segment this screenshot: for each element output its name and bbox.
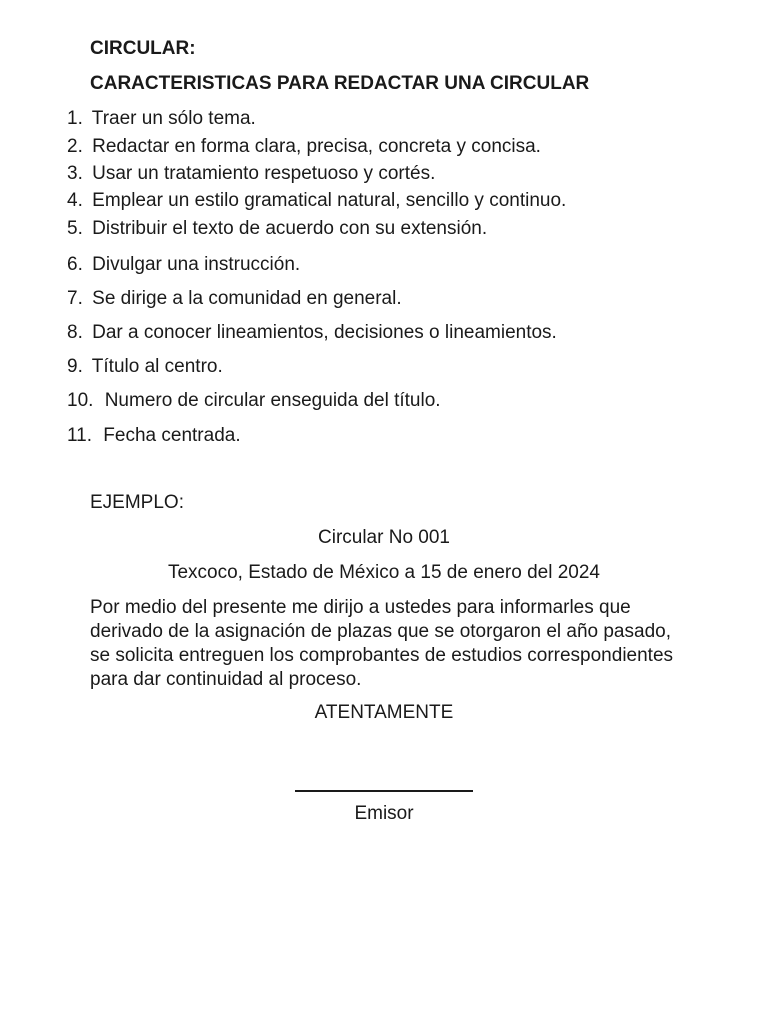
list-item-text: Fecha centrada. [103,425,241,446]
list-item [67,322,557,344]
list-item-number: 2. [67,136,83,157]
circular-body: Por medio del presente me dirijo a ustedes para informarles que derivado de la asignación de plazas que se otorgaron el año pasado, se solicita entreguen los comprobantes de estudios correspondientes para dar continuidad al proceso. [90,597,674,690]
document-subtitle: CARACTERISTICAS PARA REDACTAR UNA CIRCULAR [90,73,590,94]
list-item-text: Dar a conocer lineamientos, decisiones o lineamientos. [92,322,557,343]
list-item-text: Distribuir el texto de acuerdo con su extensión. [92,218,488,239]
list-item [67,425,241,447]
list-item [67,190,566,212]
list-item-text: Título al centro. [91,356,223,377]
list-item-number: 3. [67,163,83,184]
list-item [67,108,256,130]
list-item-number: 5. [67,218,83,239]
list-item-text: Usar un tratamiento respetuoso y cortés. [92,163,436,184]
circular-number: Circular No 001 [318,527,450,548]
list-item-text: Numero de circular enseguida del título. [104,390,441,411]
list-item [67,356,223,378]
list-item-text: Traer un sólo tema. [91,108,256,129]
list-item-number: 7. [67,288,83,309]
closing: ATENTAMENTE [314,702,454,723]
list-item [67,288,402,310]
document-title: CIRCULAR: [90,38,196,59]
list-item-number: 10. [67,390,94,411]
list-item [67,218,487,240]
list-item-text: Divulgar una instrucción. [92,254,301,275]
list-item-text: Redactar en forma clara, precisa, concreta y concisa. [92,136,541,157]
list-item-number: 9. [67,356,83,377]
place-date: Texcoco, Estado de México a 15 de enero del 2024 [167,562,600,583]
list-item [67,390,441,412]
list-item-number: 1. [67,108,83,129]
list-item-number: 4. [67,190,83,211]
list-item [67,163,435,185]
list-item-number: 8. [67,322,83,343]
list-item-number: 6. [67,254,83,275]
list-item-number: 11. [67,425,93,446]
signer-name: Emisor [354,803,414,824]
list-item [67,136,541,158]
signature-line [295,790,473,792]
list-item-text: Emplear un estilo gramatical natural, sencillo y continuo. [92,190,567,211]
list-item [67,254,300,276]
list-item-text: Se dirige a la comunidad en general. [92,288,402,309]
example-label: EJEMPLO: [90,492,184,513]
